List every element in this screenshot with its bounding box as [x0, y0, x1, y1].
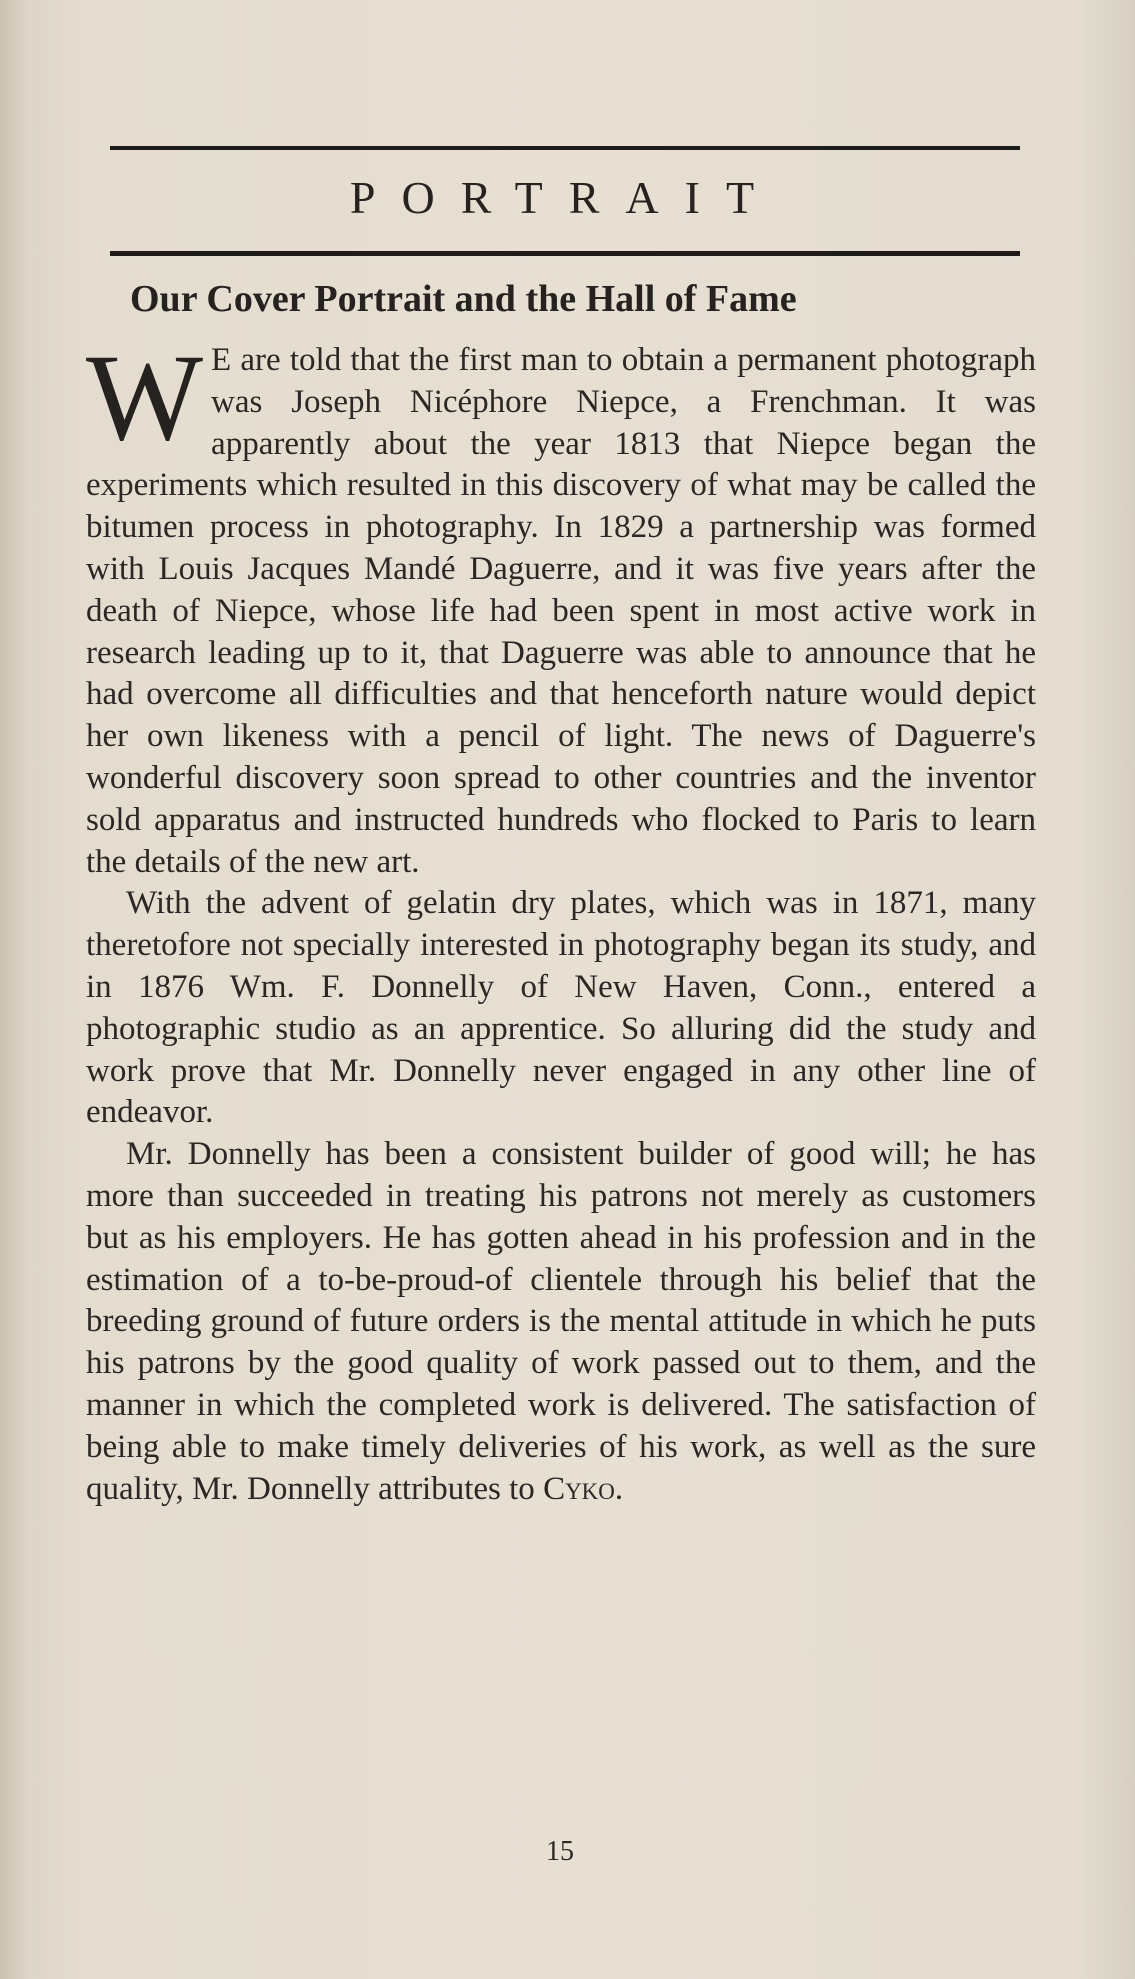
section-title: PORTRAIT [349, 172, 781, 223]
article-title: Our Cover Portrait and the Hall of Fame [130, 278, 797, 320]
header-rule-bottom [110, 251, 1020, 256]
paragraph-3-text: Mr. Donnelly has been a consistent builder of good will; he has more than succeeded in treating his patrons not merely as customers but as his employers. He has gotten ahead in his profession and in the estimation of a to-be-proud-of clientele through his belief that the breeding ground of future orders is the mental attitude in which he puts his patrons by the good quality of work passed out to them, and the manner in which the completed work is delivered. The satisfaction of being able to make timely deliveries of his work, as well as the sure quality, Mr. Donnelly attributes to [86, 1136, 1036, 1507]
brand-name: Cyko. [543, 1470, 624, 1507]
article-body [86, 329, 1036, 1510]
paragraph-1-text: E are told that the first man to obtain a permanent photograph was Joseph Nicéphore Niepce, a Frenchman. It was apparently about the year 1813 that Niepce began the experiments which resulted in this discovery of what may be called the bitumen process in photography. In 1829 a partnership was formed with Louis Jacques Mandé Daguerre, and it was five years after the death of Niepce, whose life had been spent in most active work in research leading up to it, that Daguerre was able to announce that he had overcome all difficulties and that henceforth nature would depict her own likeness with a pencil of light. The news of Daguerre's wonderful discovery soon spread to other countries and the inventor sold apparatus and instructed hundreds who flocked to Paris to learn the details of the new art. [86, 342, 1036, 880]
page-number: 15 [546, 1836, 574, 1867]
paragraph-1 [86, 329, 1036, 883]
header-rule-top [110, 146, 1020, 150]
paragraph-3 [86, 1134, 1036, 1510]
drop-cap: W [86, 329, 204, 466]
paragraph-2: With the advent of gelatin dry plates, which was in 1871, many theretofore not specially interested in photography began its study, and in 1876 Wm. F. Donnelly of New Haven, Conn., entered a photographic studio as an apprentice. So alluring did the study and work prove that Mr. Donnelly never engaged in any other line of endeavor. [86, 885, 1036, 1131]
